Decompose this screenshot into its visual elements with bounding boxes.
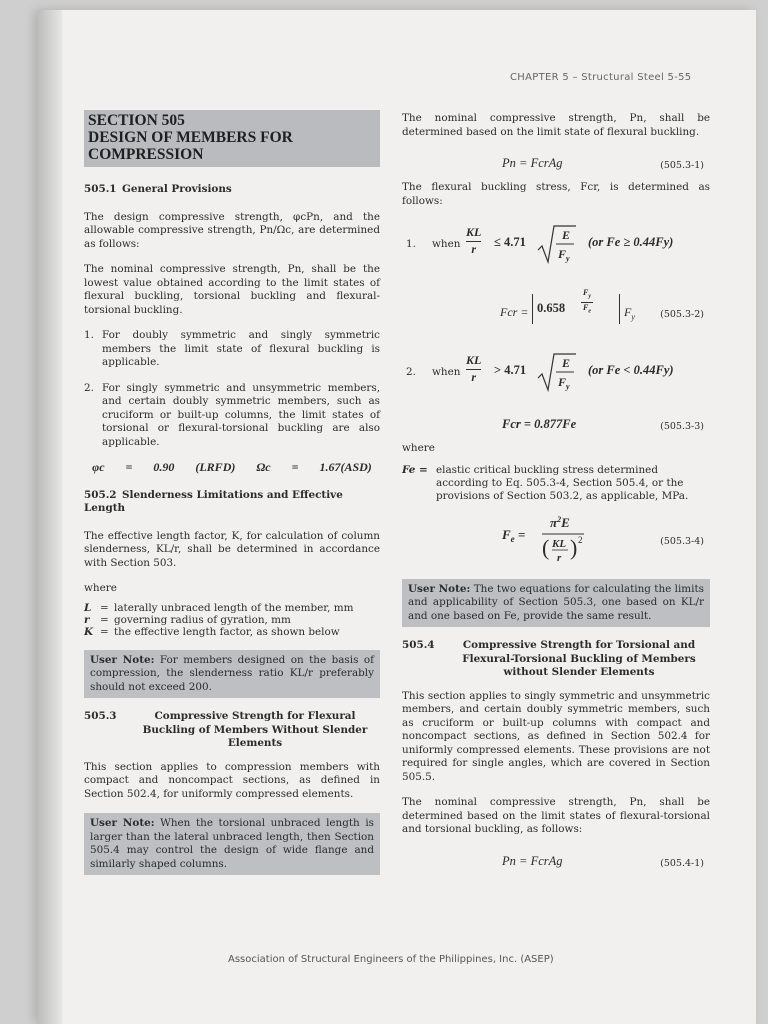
list-item xyxy=(84,382,380,450)
equation-number: (505.3-4) xyxy=(660,535,704,547)
page-footer: Association of Structural Engineers of the Philippines, Inc. (ASEP) xyxy=(228,954,554,965)
exponent-fy-over-fe: $F_y$ $F_e$ xyxy=(582,288,591,315)
equation-505-3-4 xyxy=(402,509,710,569)
page-binding-shadow xyxy=(38,10,62,1024)
user-note-text: The two equations for calculating the limits and applicability of Section 505.3, one based on KL/r and one based on Fe, provide the same result. xyxy=(408,582,704,622)
svg-text:π2E: $\pi^2E$ xyxy=(550,514,570,530)
section-number: SECTION 505 xyxy=(88,112,185,129)
list-number: 1. xyxy=(84,329,94,341)
equation-number: (505.3-2) xyxy=(660,309,704,320)
list-text: For doubly symmetric and singly symmetric members the limit state of flexural buckling is applicable. xyxy=(102,329,380,368)
definition-text: governing radius of gyration, mm xyxy=(114,613,291,626)
definition-row xyxy=(402,464,710,503)
equation-505-3-1 xyxy=(402,151,710,181)
svg-text:(: ( xyxy=(542,534,550,560)
symbol: K xyxy=(84,625,94,638)
left-column xyxy=(84,110,380,887)
list-number: 2. xyxy=(84,381,94,394)
paragraph: The nominal compressive strength, Pn, shall be determined based on the limit states of flexural-torsional and torsional buckling, as follows: xyxy=(402,796,710,835)
section-banner xyxy=(84,110,380,167)
equation-number: (505.3-1) xyxy=(660,160,704,171)
resistance-factors-equation: φc = 0.90 (LRFD) Ωc = 1.67(ASD) xyxy=(92,460,372,474)
equation-text: Pn = FcrAg xyxy=(502,853,563,868)
when-label: when xyxy=(432,366,461,378)
heading-title: Compressive Strength for Torsional and Flexural-Torsional Buckling of Members without Slender Elements xyxy=(462,639,696,678)
symbol: Fe = xyxy=(402,463,428,476)
user-note xyxy=(84,650,380,699)
heading-number: 505.3 xyxy=(84,710,117,722)
numerator: KL xyxy=(466,225,482,239)
heading-title: Slenderness Limitations and Effective Length xyxy=(84,488,343,514)
paragraph: The flexural buckling stress, Fcr, is determined as follows: xyxy=(402,181,710,207)
heading-505-4 xyxy=(402,639,710,680)
alternate-condition: (or Fe ≥ 0.44Fy) xyxy=(588,235,674,249)
user-note-label: User Note: xyxy=(90,653,155,666)
user-note xyxy=(402,579,710,628)
svg-text:KL: KL xyxy=(552,537,567,550)
svg-text:2: 2 xyxy=(578,534,583,545)
denominator: r xyxy=(471,241,476,256)
section-title-line1: DESIGN OF MEMBERS FOR xyxy=(88,129,293,146)
condition-number: 2. xyxy=(406,366,416,378)
svg-text:r: r xyxy=(557,551,562,564)
heading-505-1 xyxy=(84,183,380,197)
symbol: r xyxy=(84,613,90,626)
denominator-fy: $F_y$ xyxy=(558,247,570,263)
relation-text: ≤ 4.71 xyxy=(494,235,526,249)
user-note-text: For members designed on the basis of compression, the slenderness ratio KL/r preferably should not exceed 200. xyxy=(90,653,374,693)
paragraph: This section applies to singly symmetric and unsymmetric members, and certain doubly symmetric members, such as cruciform or built-up columns with compact and noncompact sections, as defined in Section 502.4 for uniformly compressed elements. These provisions are not required for single angles, which are covered in Section 505.5. xyxy=(402,689,710,783)
equals-sign: = xyxy=(100,625,109,638)
heading-number: 505.4 xyxy=(402,639,435,651)
paragraph: The nominal compressive strength, Pn, shall be the lowest value obtained according to the limit states of flexural buckling, torsional buckling and flexural-torsional buckling. xyxy=(84,263,380,316)
user-note-label: User Note: xyxy=(408,582,471,595)
kl-over-r-fraction xyxy=(466,226,481,256)
fy-multiplier: $F_y$ xyxy=(624,305,635,322)
heading-title: General Provisions xyxy=(122,183,232,195)
equation-505-3-3 xyxy=(402,412,710,442)
paragraph: The nominal compressive strength, Pn, shall be determined based on the limit state of flexural buckling. xyxy=(402,112,710,138)
sqrt-e-over-fy xyxy=(536,222,578,266)
paragraph: This section applies to compression members with compact and noncompact sections, as defined in Section 502.4, for uniformly compressed elements. xyxy=(84,760,380,800)
section-title-line2: COMPRESSION xyxy=(88,146,204,163)
sqrt-e-over-fy xyxy=(536,350,578,394)
document-page xyxy=(38,10,756,1024)
right-column xyxy=(402,112,710,879)
where-label: where xyxy=(402,442,435,454)
paragraph: The effective length factor, K, for calculation of column slenderness, KL/r, shall be determined in accordance with Section 503. xyxy=(84,529,380,569)
heading-title: Compressive Strength for Flexural Buckling of Members Without Slender Elements xyxy=(142,710,368,749)
svg-text:Fe =: $F_e$ = xyxy=(502,526,526,544)
bracket-term xyxy=(532,288,620,324)
alternate-condition: (or Fe < 0.44Fy) xyxy=(588,363,674,377)
definition-text: elastic critical buckling stress determined according to Eq. 505.3-4, Section 505.4, or the provisions of Section 503.2, as applicable, MPa. xyxy=(436,463,689,502)
equation-number: (505.3-3) xyxy=(660,421,704,432)
heading-505-3 xyxy=(84,710,380,751)
condition-2 xyxy=(402,348,710,402)
svg-text:Fy: $F_y$ xyxy=(558,375,570,391)
equation-text: Fcr = 0.877Fe xyxy=(502,417,577,431)
when-label: when xyxy=(432,238,461,250)
heading-505-2 xyxy=(84,489,380,516)
heading-number: 505.2 xyxy=(84,488,117,501)
condition-number: 1. xyxy=(406,238,416,250)
list-item xyxy=(84,329,380,370)
base-value: 0.658 xyxy=(537,301,566,315)
equals-sign: = xyxy=(100,601,109,614)
definition-row xyxy=(84,602,380,614)
fe-formula xyxy=(502,509,612,569)
user-note xyxy=(84,813,380,875)
equation-text: Pn = FcrAg xyxy=(502,156,563,170)
numerator-e: E xyxy=(562,228,571,242)
paragraph: The design compressive strength, φcPn, and the allowable compressive strength, Pn/Ωc, are determined as follows: xyxy=(84,210,380,250)
definition-text: the effective length factor, as shown below xyxy=(114,625,340,638)
svg-text:): ) xyxy=(570,534,578,560)
definition-row xyxy=(84,614,380,626)
equals-sign: = xyxy=(100,613,109,626)
definition-list xyxy=(84,602,380,638)
equation-number: (505.4-1) xyxy=(660,857,704,869)
symbol: L xyxy=(84,601,92,614)
where-label: where xyxy=(84,582,117,594)
equation-505-3-2 xyxy=(402,284,710,340)
list-text: For singly symmetric and unsymmetric members, and certain doubly symmetric members, such as cruciform or built-up columns, the limit states of torsional or flexural-torsional buckling are also applicable. xyxy=(102,381,380,448)
definition-row xyxy=(84,626,380,638)
svg-text:E: E xyxy=(562,356,571,370)
running-head: CHAPTER 5 – Structural Steel 5-55 xyxy=(510,72,692,83)
definition-text: laterally unbraced length of the member, mm xyxy=(114,601,354,614)
equation-505-4-1 xyxy=(402,849,710,879)
relation-text: > 4.71 xyxy=(494,363,527,377)
heading-number: 505.1 xyxy=(84,183,117,195)
condition-1 xyxy=(402,220,710,274)
user-note-label: User Note: xyxy=(90,817,155,829)
user-note-text: When the torsional unbraced length is larger than the lateral unbraced length, then Section 505.4 may control the design of wide flange and similarly shaped columns. xyxy=(90,817,374,870)
kl-over-r-fraction: KL r xyxy=(466,353,482,384)
equation-lhs: Fcr = xyxy=(500,305,529,319)
